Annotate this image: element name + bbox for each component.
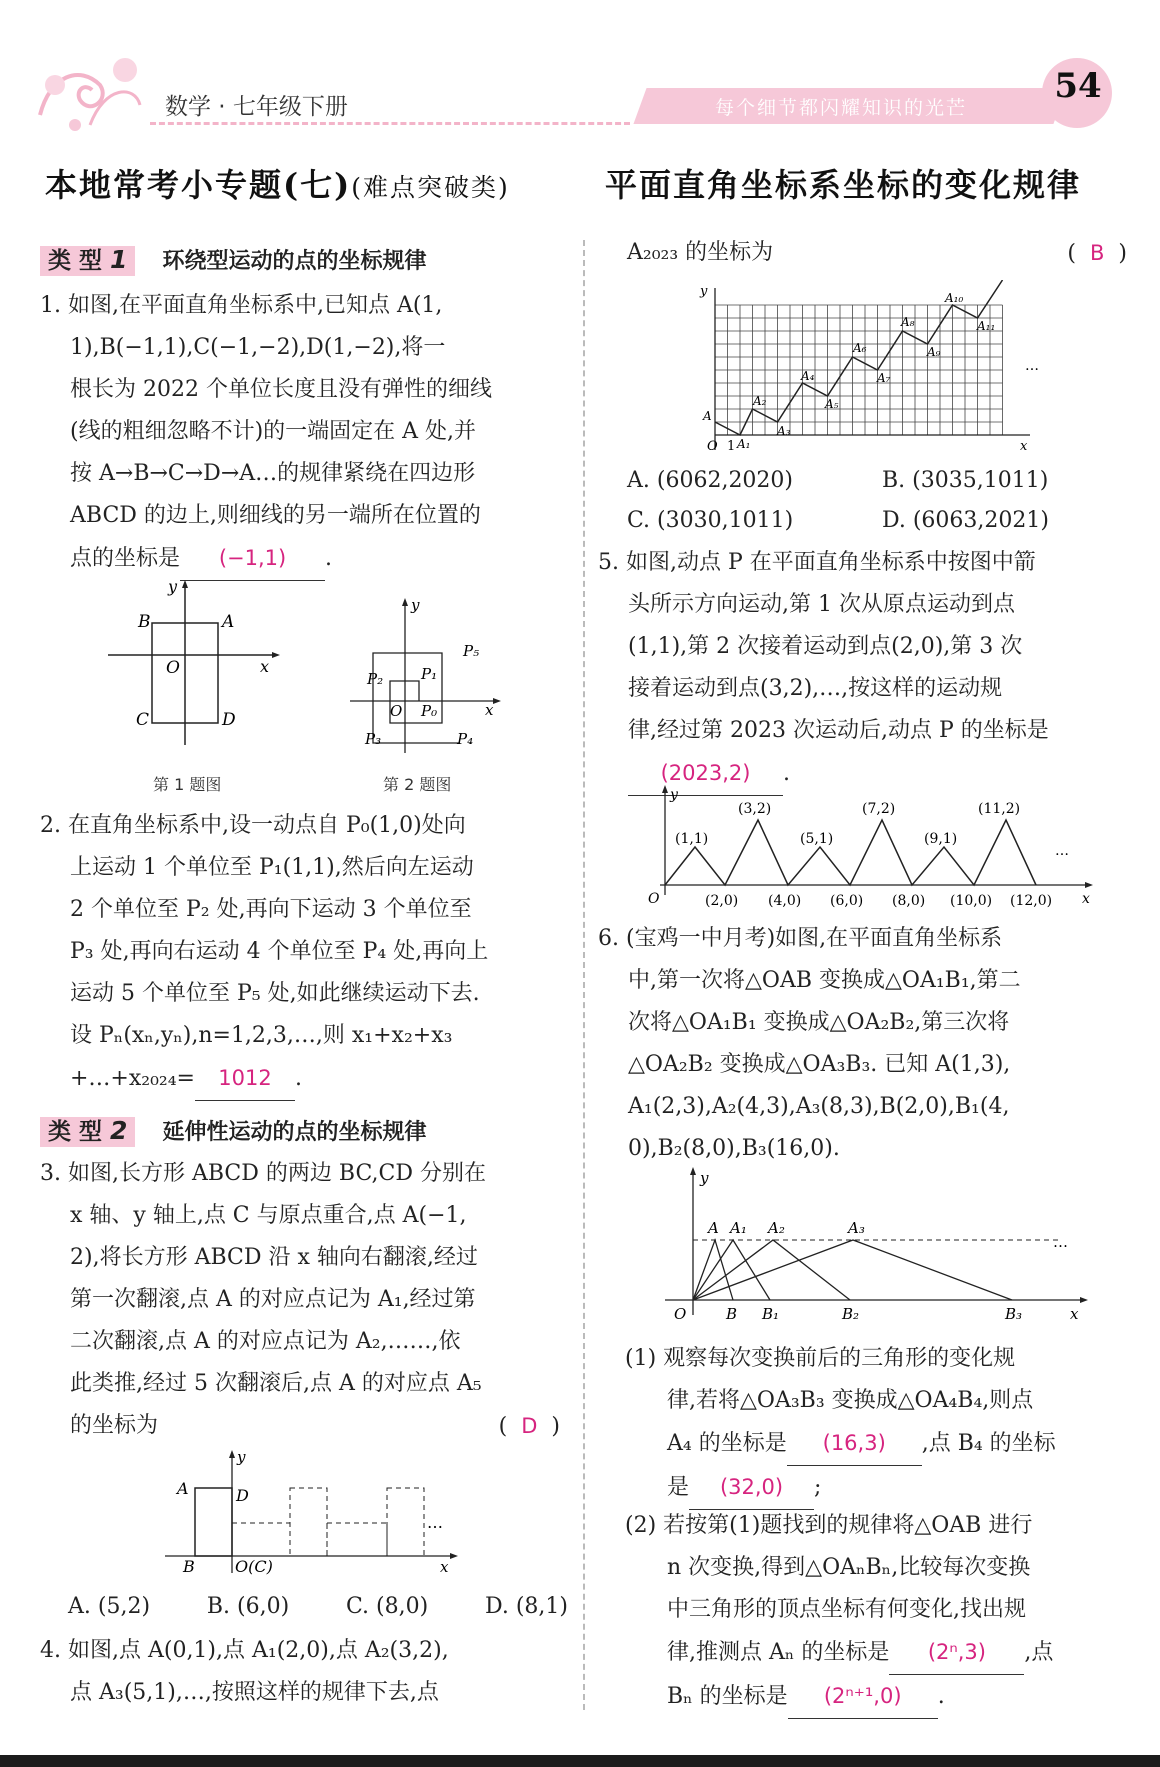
q3-answer: D [521, 1414, 538, 1438]
svg-text:A₅: A₅ [825, 397, 839, 411]
q5-top-label: (11,2) [978, 801, 1021, 817]
question-3: 3. 如图,长方形 ABCD 的两边 BC,CD 分别在 x 轴、y 轴上,点 C 与原点重合,点 A(−1, 2),将长方形 ABCD 沿 x 轴向右翻滚,经过 第一次翻滚,点 A 的对应点记为 A₁,经过第 二次翻滚,点 A 的对应点记为 A₂,……,依 此类推,经过 5 次翻滚后,点 A 的对应点 A₅ 的坐标为 ( D ) [40, 1153, 560, 1447]
svg-text:P₃: P₃ [365, 730, 382, 748]
svg-text:x: x [1070, 1305, 1079, 1323]
q6-an-blank [889, 1631, 1024, 1675]
q1-answer-blank [180, 537, 325, 581]
q5-answer: (2023,2) [660, 761, 751, 785]
q4-option-d: D. (6063,2021) [882, 508, 1049, 533]
q4-option-c: C. (3030,1011) [627, 508, 794, 533]
page-number: 54 [1054, 66, 1102, 106]
header-divider [150, 122, 630, 125]
q5-top-label: (3,2) [738, 801, 772, 817]
svg-text:O: O [674, 1305, 687, 1323]
svg-text:…: … [1025, 358, 1039, 374]
svg-text:C: C [136, 710, 150, 730]
svg-text:O: O [707, 439, 718, 454]
q5-bottom-label: (6,0) [830, 893, 864, 909]
svg-text:B₃: B₃ [1005, 1305, 1023, 1323]
svg-text:A₁: A₁ [737, 437, 751, 451]
svg-text:x: x [440, 1558, 449, 1576]
q5-bottom-label: (2,0) [705, 893, 739, 909]
q4-figure [695, 280, 1045, 464]
svg-text:O: O [390, 702, 403, 720]
svg-text:A₁₁: A₁₁ [977, 319, 996, 333]
q6-an-answer: (2ⁿ,3) [927, 1640, 986, 1664]
svg-text:A: A [177, 1479, 189, 1498]
svg-text:x: x [1020, 439, 1028, 454]
type1-header [40, 242, 427, 275]
svg-text:B: B [726, 1305, 738, 1323]
q3-option-b: B. (6,0) [206, 1594, 290, 1619]
svg-text:D: D [236, 1486, 249, 1505]
svg-text:A₆: A₆ [853, 341, 867, 355]
svg-text:D: D [222, 710, 236, 730]
type1-title: 环绕型运动的点的坐标规律 [162, 249, 427, 274]
svg-text:y: y [700, 1169, 709, 1187]
type2-header [40, 1113, 427, 1146]
q2-answer-blank [195, 1057, 295, 1101]
q3-option-c: C. (8,0) [345, 1594, 429, 1619]
q6-b4-answer: (32,0) [719, 1475, 784, 1499]
svg-text:y: y [411, 598, 420, 614]
svg-text:O: O [166, 658, 180, 678]
q5-top-label: (5,1) [800, 831, 834, 847]
title-main: 本地常考小专题(七) [45, 166, 352, 204]
svg-text:A₃: A₃ [777, 424, 791, 438]
svg-text:O(C): O(C) [235, 1557, 273, 1576]
q5-top-label: (9,1) [924, 831, 958, 847]
q6-part-2: (2) 若按第(1)题找到的规律将△OAB 进行 n 次变换,得到△OAₙBₙ,比较每次变换 中三角形的顶点坐标有何变化,找出规 律,推测点 Aₙ 的坐标是 (2ⁿ,3) ,点 Bₙ 的坐标是 (2ⁿ⁺¹,0) . [625, 1505, 1125, 1719]
svg-text:x: x [1082, 891, 1090, 907]
q6-bn-blank [788, 1675, 938, 1719]
svg-text:A₄: A₄ [801, 369, 815, 383]
question-4: 4. 如图,点 A(0,1),点 A₁(2,0),点 A₂(3,2), 点 A₃(5,1),…,按照这样的规律下去,点 [40, 1638, 449, 1705]
bottom-bar [0, 1755, 1160, 1767]
svg-text:x: x [260, 657, 270, 676]
q5-bottom-label: (4,0) [768, 893, 802, 909]
svg-text:…: … [427, 1513, 443, 1532]
question-4-cont: A₂₀₂₃ 的坐标为 ( B ) [627, 232, 1127, 274]
subject-label: 数学 · 七年级下册 [165, 94, 348, 120]
svg-text:P₁: P₁ [421, 665, 438, 683]
q2-answer: 1012 [218, 1066, 272, 1090]
q4-option-a: A. (6062,2020) [627, 468, 794, 493]
section-title-left [45, 160, 510, 206]
q2-figure [345, 598, 505, 762]
column-divider [583, 240, 585, 1710]
q4-answer: B [1090, 241, 1105, 265]
q6-a4-answer: (16,3) [822, 1431, 886, 1455]
svg-text:A₈: A₈ [901, 315, 915, 329]
type2-title: 延伸性运动的点的坐标规律 [162, 1120, 427, 1145]
svg-text:A₉: A₉ [927, 345, 941, 359]
q2-caption: 第 2 题图 [383, 775, 452, 794]
svg-text:x: x [485, 701, 494, 719]
q6-b4-blank [689, 1466, 814, 1510]
svg-text:1: 1 [727, 439, 736, 454]
svg-text:P₅: P₅ [463, 642, 480, 660]
svg-text:y: y [700, 284, 708, 299]
svg-text:B: B [183, 1557, 195, 1576]
q3-figure [165, 1448, 465, 1582]
type1-tag: 类 型 1 [40, 246, 135, 276]
question-2: 2. 在直角坐标系中,设一动点自 P₀(1,0)处向 上运动 1 个单位至 P₁(1,1),然后向左运动 2 个单位至 P₂ 处,再向下运动 3 个单位至 P₃ 处,再向右运动 4 个单位至 P₄ 处,再向上 运动 5 个单位至 P₅ 处,如此继续运动下去. 设 Pₙ(xₙ,yₙ),n=1,2,3,…,则 x₁+x₂+x₃ +…+x₂₀₂₄= 1012 . [40, 805, 560, 1101]
q1-answer: (−1,1) [218, 546, 287, 570]
q6-figure [660, 1165, 1090, 1329]
svg-text:y: y [237, 1448, 246, 1466]
svg-text:y: y [168, 580, 178, 596]
q6-bn-answer: (2ⁿ⁺¹,0) [823, 1684, 902, 1708]
q3-options [68, 1594, 568, 1619]
q1-figure [100, 580, 280, 754]
svg-text:A: A [222, 612, 235, 632]
q3-option-a: A. (5,2) [68, 1594, 151, 1619]
svg-text:B₂: B₂ [842, 1305, 860, 1323]
svg-text:O: O [648, 891, 660, 907]
type2-tag: 类 型 2 [40, 1117, 135, 1147]
q6-part-1: (1) 观察每次变换前后的三角形的变化规 律,若将△OA₃B₃ 变换成△OA₄B₄,则点 A₄ 的坐标是 (16,3) ,点 B₄ 的坐标 是 (32,0) ; [625, 1338, 1125, 1510]
q1-caption: 第 1 题图 [153, 775, 222, 794]
svg-text:…: … [1053, 1233, 1068, 1251]
svg-text:A₃: A₃ [848, 1219, 865, 1237]
q5-top-label: (1,1) [675, 831, 709, 847]
svg-text:…: … [1055, 843, 1069, 859]
svg-text:y: y [670, 787, 678, 803]
q4-answer-bracket: ( B ) [1067, 241, 1127, 266]
svg-text:A: A [703, 409, 712, 423]
q4-option-b: B. (3035,1011) [882, 468, 1049, 493]
q5-bottom-label: (8,0) [892, 893, 926, 909]
svg-text:P₀: P₀ [421, 702, 438, 720]
q5-bottom-label: (12,0) [1010, 893, 1053, 909]
slogan-text: 每个细节都闪耀知识的光芒 [715, 97, 968, 119]
flower-ornament [30, 45, 150, 135]
svg-text:A₂: A₂ [753, 394, 767, 408]
title-sub: (难点突破类) [351, 173, 510, 202]
q5-bottom-label: (10,0) [950, 893, 993, 909]
question-5: 5. 如图,动点 P 在平面直角坐标系中按图中箭 头所示方向运动,第 1 次从原点运动到点 (1,1),第 2 次接着运动到点(2,0),第 3 次 接着运动到点(3,2),…,按这样的运动规 律,经过第 2023 次运动后,动点 P 的坐标是 (2023,2) . [598, 542, 1118, 796]
q5-figure [640, 785, 1100, 919]
section-title-right: 平面直角坐标系坐标的变化规律 [605, 166, 1082, 204]
svg-text:B: B [138, 612, 151, 632]
q3-answer-bracket: ( D ) [498, 1414, 560, 1439]
q6-a4-blank [787, 1422, 922, 1466]
svg-text:A: A [708, 1219, 719, 1237]
svg-text:A₂: A₂ [768, 1219, 785, 1237]
svg-text:A₁: A₁ [730, 1219, 747, 1237]
svg-text:A₁₀: A₁₀ [945, 291, 964, 305]
svg-text:B₁: B₁ [762, 1305, 780, 1323]
svg-text:A₇: A₇ [877, 371, 891, 385]
q3-option-d: D. (8,1) [484, 1594, 568, 1619]
q5-top-label: (7,2) [862, 801, 896, 817]
question-6: 6. (宝鸡一中月考)如图,在平面直角坐标系 中,第一次将△OAB 变换成△OA₁B₁,第二 次将△OA₁B₁ 变换成△OA₂B₂,第三次将 △OA₂B₂ 变换成△OA₃B₃. 已知 A(1,3), A₁(2,3),A₂(4,3),A₃(8,3),B(2,0),B₁(4, 0),B₂(8,0),B₃(16,0). [598, 926, 1021, 1161]
question-1: 1. 如图,在平面直角坐标系中,已知点 A(1, 1),B(−1,1),C(−1,−2),D(1,−2),将一 根长为 2022 个单位长度且没有弹性的细线 (线的粗细忽略不计)的一端固定在 A 处,并 按 A→B→C→D→A…的规律紧绕在四边形 ABCD 的边上,则细线的另一端所在位置的 点的坐标是 (−1,1) . [40, 285, 560, 581]
svg-text:P₂: P₂ [367, 670, 384, 688]
svg-text:P₄: P₄ [457, 730, 474, 748]
